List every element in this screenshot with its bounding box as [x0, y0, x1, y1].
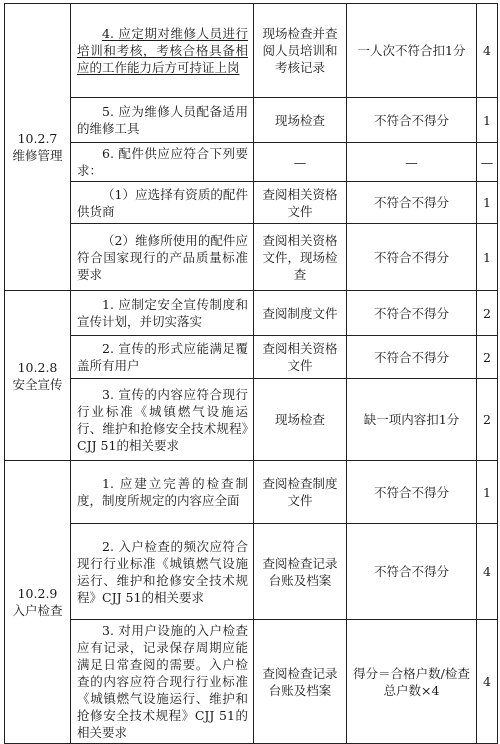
scoring-cell: 不符合不得分 — [347, 182, 477, 224]
method-cell: 查阅相关资格文件 — [254, 182, 347, 224]
method-cell: 查阅相关资格文件 — [254, 336, 347, 379]
requirement-cell: 5. 应为维修人员配备适用的维修工具 — [71, 98, 254, 143]
method-cell: — — [254, 143, 347, 182]
requirement-cell: 1. 应建立完善的检查制度，制度所规定的内容应全面 — [71, 461, 254, 524]
method-cell: 查阅制度文件 — [254, 291, 347, 336]
points-cell: 4 — [477, 620, 498, 744]
points-cell: 1 — [477, 224, 498, 291]
scoring-cell: 不符合不得分 — [347, 291, 477, 336]
method-cell: 查阅检查记录台账及档案 — [254, 620, 347, 744]
points-cell: 1 — [477, 461, 498, 524]
method-cell: 现场检查并查阅人员培训和考核记录 — [254, 4, 347, 98]
points-cell: 2 — [477, 291, 498, 336]
table-row — [5, 98, 498, 143]
table-row — [5, 4, 498, 98]
table-row — [5, 224, 498, 291]
table-row — [5, 336, 498, 379]
section-name: 维修管理 — [12, 148, 63, 163]
method-cell: 现场检查 — [254, 379, 347, 461]
points-cell: 1 — [477, 182, 498, 224]
points-cell: 2 — [477, 336, 498, 379]
section-cell — [5, 4, 71, 291]
scoring-cell: 缺一项内容扣1分 — [347, 379, 477, 461]
method-cell: 查阅检查制度文件 — [254, 461, 347, 524]
table-row — [5, 620, 498, 744]
method-cell: 查阅相关资格文件，现场检查 — [254, 224, 347, 291]
points-cell: 1 — [477, 98, 498, 143]
evaluation-table — [4, 3, 498, 744]
requirement-cell: 2. 入户检查的频次应符合现行行业标准《城镇燃气设施运行、维护和抢修安全技术规程》CJJ 51的相关要求 — [71, 524, 254, 620]
requirement-cell: （1）应选择有资质的配件供货商 — [71, 182, 254, 224]
requirement-cell: （2）维修所使用的配件应符合国家现行的产品质量标准要求 — [71, 224, 254, 291]
points-cell: — — [477, 143, 498, 182]
section-id: 10.2.8 — [17, 359, 58, 375]
table-row — [5, 143, 498, 182]
section-cell — [5, 291, 71, 461]
method-cell: 现场检查 — [254, 98, 347, 143]
points-cell: 2 — [477, 379, 498, 461]
scoring-cell: 一人次不符合扣1分 — [347, 4, 477, 98]
section-id: 10.2.7 — [17, 131, 58, 146]
table-row — [5, 461, 498, 524]
scoring-cell: 不符合不得分 — [347, 461, 477, 524]
points-cell: 4 — [477, 4, 498, 98]
section-cell — [5, 461, 71, 744]
requirement-cell: 2. 宣传的形式应能满足覆盖所有用户 — [71, 336, 254, 379]
requirement-cell: 3. 宣传的内容应符合现行行业标准《城镇燃气设施运行、维护和抢修安全技术规程》CJJ 51的相关要求 — [71, 379, 254, 461]
requirement-cell: 4. 应定期对维修人员进行培训和考核，考核合格具备相应的工作能力后方可持证上岗 — [71, 4, 254, 98]
requirement-cell: 3. 对用户设施的入户检查应有记录，记录保存周期应能满足日常查阅的需要。入户检查的内容应符合现行行业标准《城镇燃气设施运行、维护和抢修安全技术规程》CJJ 51的相关要求 — [71, 620, 254, 744]
requirement-cell: 1. 应制定安全宣传制度和宣传计划，并切实落实 — [71, 291, 254, 336]
points-cell: 4 — [477, 524, 498, 620]
section-name: 安全宣传 — [12, 376, 63, 392]
table-row — [5, 524, 498, 620]
scoring-cell: 不符合不得分 — [347, 524, 477, 620]
table-row — [5, 291, 498, 336]
method-cell: 查阅检查记录台账及档案 — [254, 524, 347, 620]
scoring-cell: 不符合不得分 — [347, 224, 477, 291]
table-row — [5, 182, 498, 224]
scoring-cell: 不符合不得分 — [347, 98, 477, 143]
section-name: 入户检查 — [12, 603, 63, 618]
scoring-cell: — — [347, 143, 477, 182]
section-id: 10.2.9 — [17, 586, 58, 601]
requirement-cell: 6. 配件供应应符合下列要求： — [71, 143, 254, 182]
scoring-cell: 不符合不得分 — [347, 336, 477, 379]
scoring-cell: 得分＝合格户数/检查总户数×4 — [347, 620, 477, 744]
table-row — [5, 379, 498, 461]
